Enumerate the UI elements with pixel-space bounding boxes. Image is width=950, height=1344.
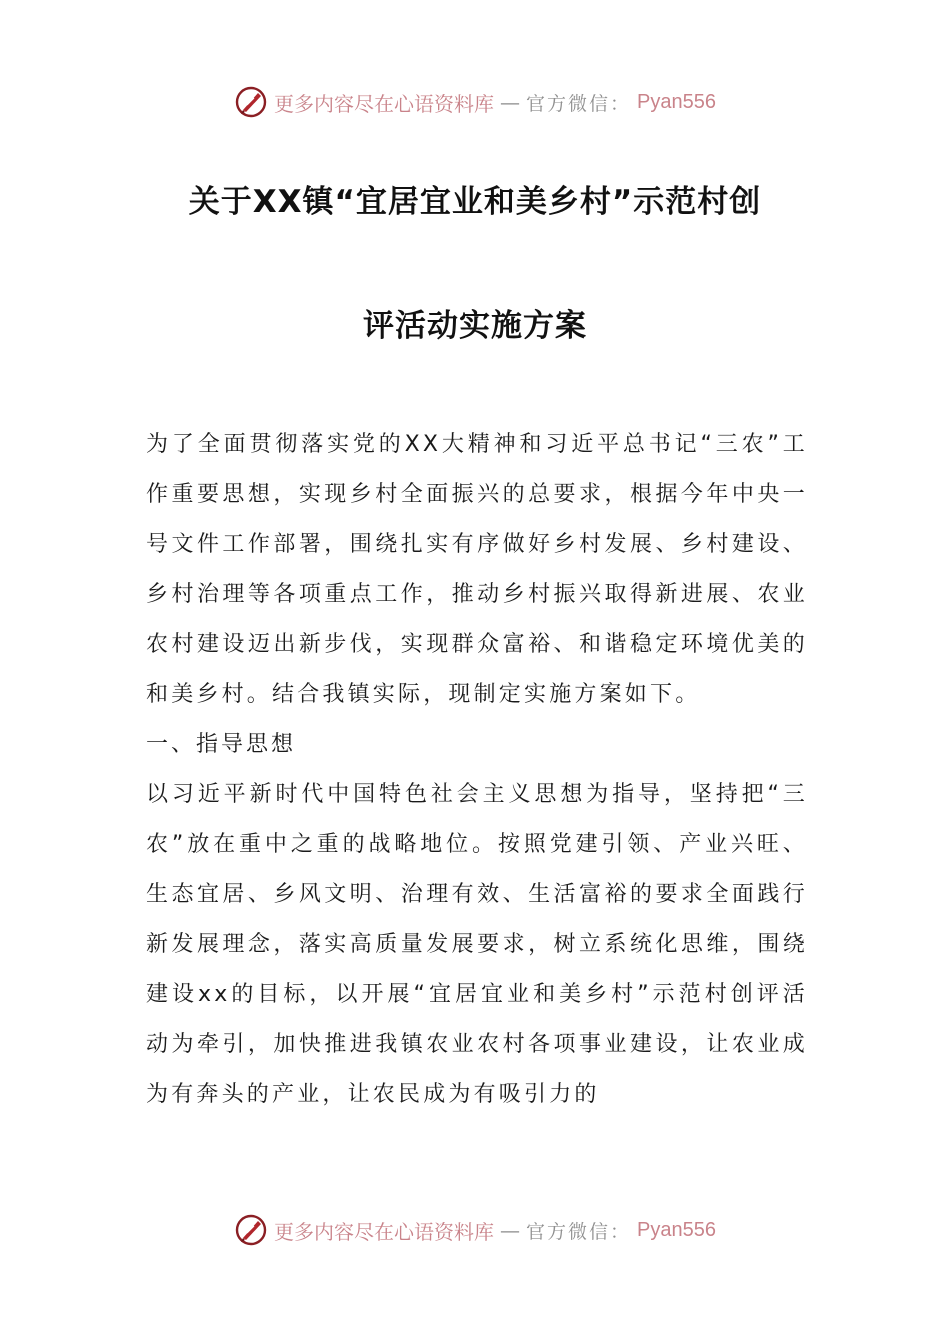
section-heading-guiding-ideology: 一、指导思想	[146, 732, 297, 757]
watermark-wechat-id: Pyan556	[637, 90, 716, 113]
document-title-line2: 评活动实施方案	[363, 308, 587, 344]
watermark-footer	[0, 1210, 950, 1250]
intro-paragraph: 为了全面贯彻落实党的XX大精神和习近平总书记“三农”工作重要思想，实现乡村全面振兴的总要求，根据今年中央一号文件工作部署，围绕扎实有序做好乡村发展、乡村建设、乡村治理等各项重点工作，推动乡村振兴取得新进展、农业农村建设迈出新步伐，实现群众富裕、和谐稳定环境优美的和美乡村。结合我镇实际，现制定实施方案如下。	[146, 432, 808, 707]
watermark-brand-text: 更多内容尽在心语资料库	[274, 91, 494, 116]
watermark-dash: —	[500, 90, 520, 114]
watermark-wechat-id: Pyan556	[637, 1218, 716, 1241]
quill-pen-logo-icon	[234, 1213, 268, 1247]
watermark-dash: —	[500, 1218, 520, 1242]
watermark-wechat-label: 官方微信：	[526, 1220, 632, 1243]
document-body	[146, 420, 808, 1120]
section-paragraph-guiding-ideology: 以习近平新时代中国特色社会主义思想为指导，坚持把“三农”放在重中之重的战略地位。按照党建引领、产业兴旺、生态宜居、乡风文明、治理有效、生活富裕的要求全面践行新发展理念，落实高质量发展要求，树立系统化思维，围绕建设xx的目标，以开展“宜居宜业和美乡村”示范村创评活动为牵引，加快推进我镇农业农村各项事业建设，让农业成为有奔头的产业，让农民成为有吸引力的	[146, 782, 808, 1107]
watermark-wechat-label: 官方微信：	[526, 92, 632, 115]
document-title-line1: 关于XX镇“宜居宜业和美乡村”示范村创	[188, 184, 762, 220]
quill-pen-logo-icon	[234, 85, 268, 119]
watermark-brand-text: 更多内容尽在心语资料库	[274, 1219, 494, 1244]
watermark-header	[0, 82, 950, 122]
